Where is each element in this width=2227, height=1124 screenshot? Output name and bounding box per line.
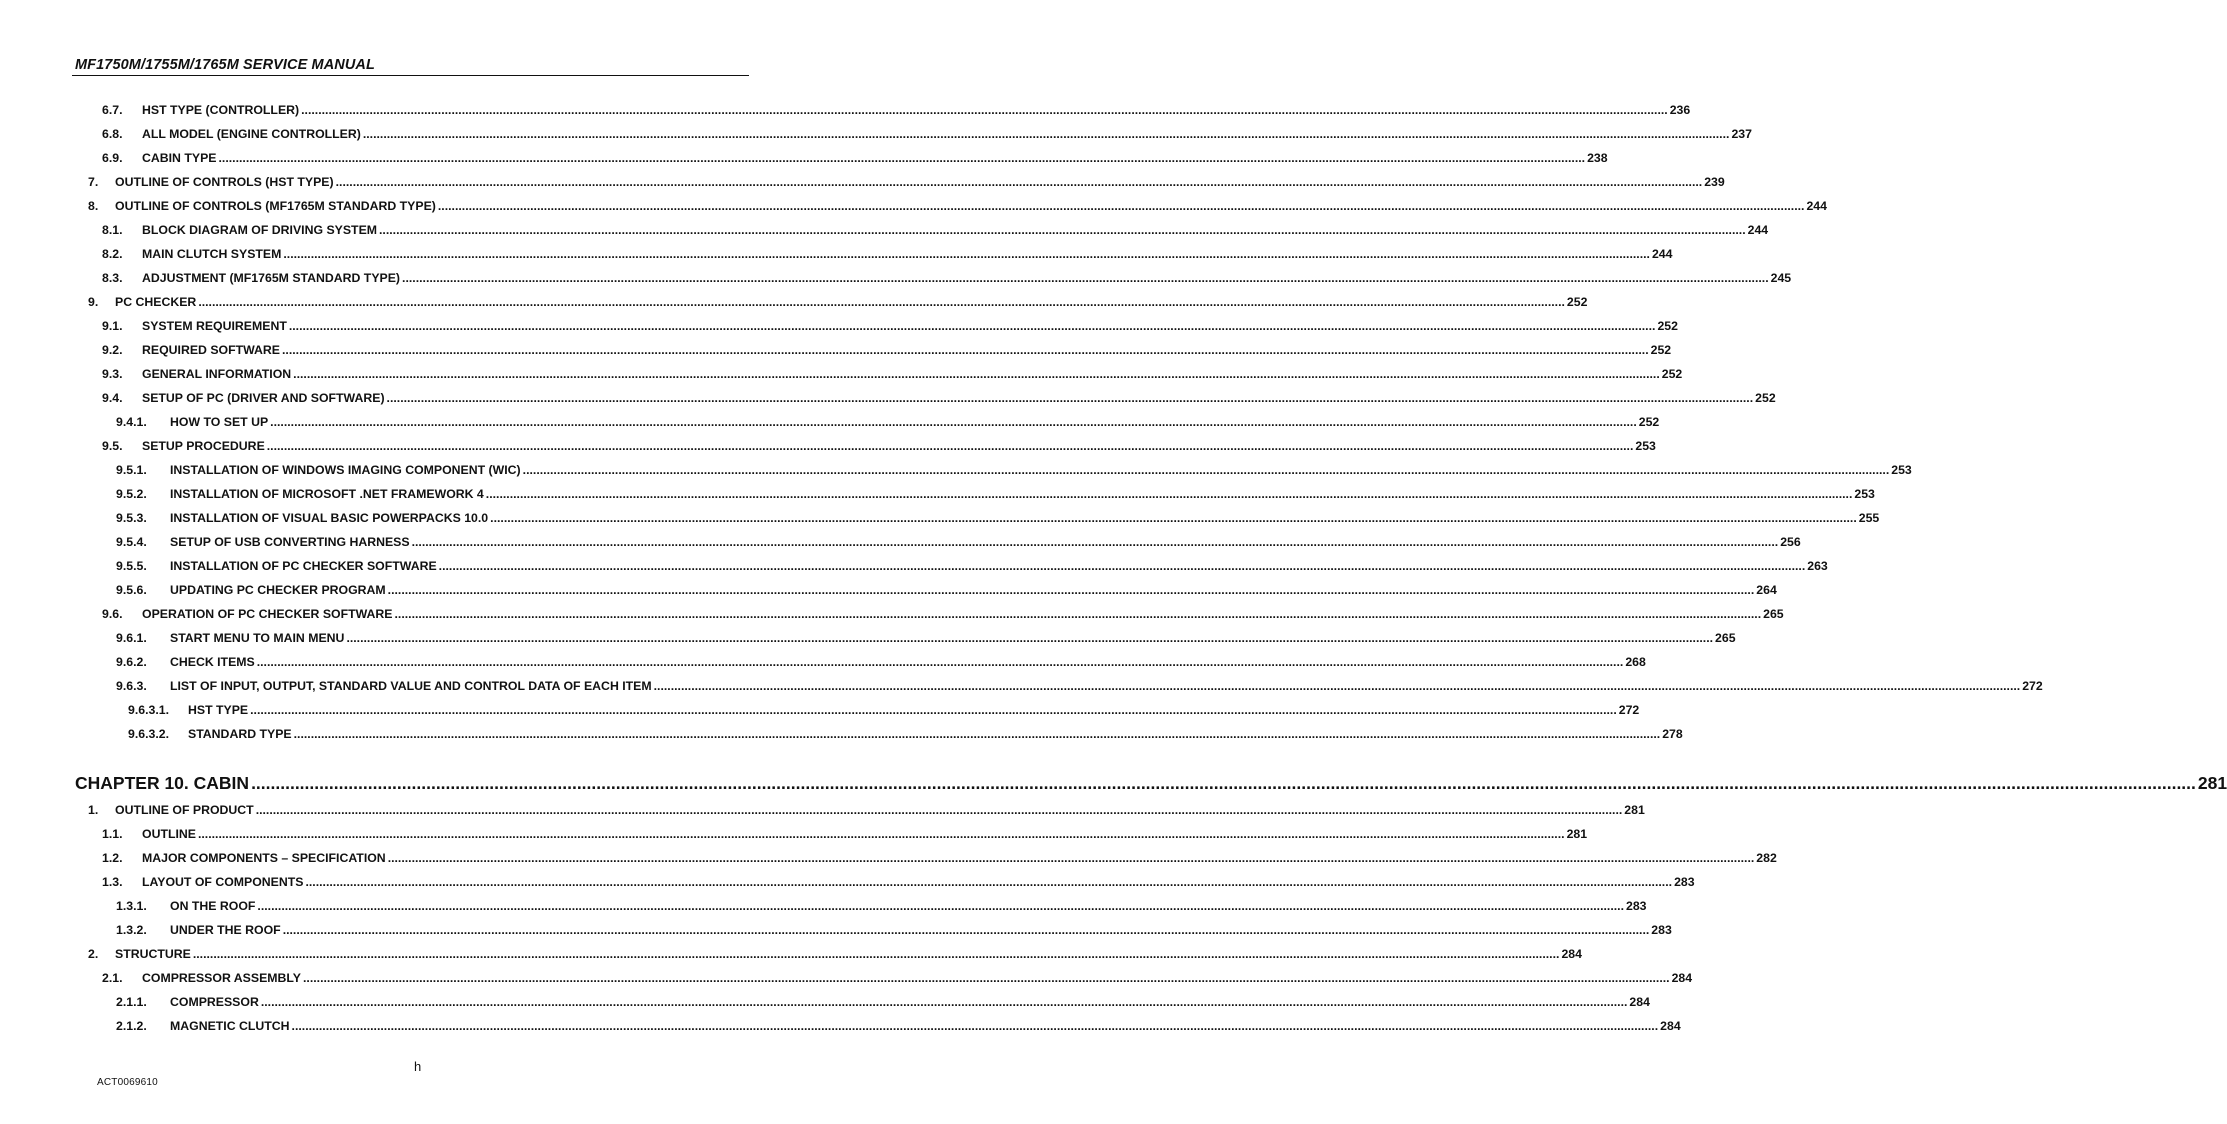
dot-leader: ................................................................................................................................................................................................................................................................................................................................................................................................................ xyxy=(485,487,1853,501)
toc-page-number: 252 xyxy=(1755,391,1776,405)
toc-row[interactable] xyxy=(0,794,1645,818)
toc-title: SETUP PROCEDURE xyxy=(142,439,265,453)
toc-title: STANDARD TYPE xyxy=(188,727,292,741)
dot-leader: ................................................................................................................................................................................................................................................................................................................................................................................................................ xyxy=(387,851,1755,865)
toc-title: INSTALLATION OF VISUAL BASIC POWERPACKS 10.0 xyxy=(170,511,489,525)
toc-title: OUTLINE OF CONTROLS (MF1765M STANDARD TYPE) xyxy=(115,199,436,213)
toc-number: 9.6.3.2. xyxy=(128,727,170,741)
dot-leader: ................................................................................................................................................................................................................................................................................................................................................................................................................ xyxy=(379,223,1746,237)
toc-row[interactable] xyxy=(0,646,1646,670)
dot-leader: ................................................................................................................................................................................................................................................................................................................................................................................................................ xyxy=(283,247,1650,261)
toc-title: COMPRESSOR ASSEMBLY xyxy=(142,971,301,985)
toc-number: 1. xyxy=(88,803,99,817)
toc-title: MAJOR COMPONENTS – SPECIFICATION xyxy=(142,851,386,865)
toc-page-number: 282 xyxy=(1756,851,1777,865)
toc-row[interactable] xyxy=(0,406,1660,430)
toc-page-number: 252 xyxy=(1566,295,1588,309)
toc-row[interactable] xyxy=(0,962,1693,986)
toc-row[interactable] xyxy=(0,574,1777,598)
toc-number: 2.1.1. xyxy=(116,995,147,1009)
dot-leader: ................................................................................................................................................................................................................................................................................................................................................................................................................ xyxy=(198,295,1565,309)
dot-leader: ................................................................................................................................................................................................................................................................................................................................................................................................................ xyxy=(522,463,1890,477)
toc-title: INSTALLATION OF MICROSOFT .NET FRAMEWORK 4 xyxy=(170,487,484,501)
toc-row[interactable] xyxy=(0,118,1752,142)
toc-page-number: 236 xyxy=(1669,103,1691,117)
dot-leader: ................................................................................................................................................................................................................................................................................................................................................................................................................ xyxy=(335,175,1703,189)
dot-leader: ................................................................................................................................................................................................................................................................................................................................................................................................................ xyxy=(197,827,1565,841)
toc-page-number: 278 xyxy=(1662,727,1683,741)
toc-row[interactable] xyxy=(0,262,1792,286)
chapter-heading-row[interactable] xyxy=(0,764,2227,794)
toc-row[interactable] xyxy=(0,310,1678,334)
toc-number: 9.6.3.1. xyxy=(128,703,170,717)
toc-row[interactable] xyxy=(0,818,1588,842)
toc-number: 8.2. xyxy=(102,247,123,261)
toc-row[interactable] xyxy=(0,526,1801,550)
toc-title: CABIN TYPE xyxy=(142,151,217,165)
dot-leader: ................................................................................................................................................................................................................................................................................................................................................................................................................ xyxy=(270,415,1637,429)
toc-title: CHAPTER 10. CABIN xyxy=(75,773,250,793)
dot-leader: ................................................................................................................................................................................................................................................................................................................................................................................................................ xyxy=(266,439,1634,453)
toc-row[interactable] xyxy=(0,598,1784,622)
toc-page-number: 265 xyxy=(1763,607,1784,621)
toc-row[interactable] xyxy=(0,694,1640,718)
dot-leader: ................................................................................................................................................................................................................................................................................................................................................................................................................ xyxy=(257,899,1624,913)
toc-page-number: 265 xyxy=(1715,631,1736,645)
toc-title: ON THE ROOF xyxy=(170,899,256,913)
toc-number: 8.3. xyxy=(102,271,123,285)
toc-row[interactable] xyxy=(0,382,1776,406)
toc-row[interactable] xyxy=(0,430,1656,454)
toc-number: 9. xyxy=(88,295,99,309)
toc-title: ADJUSTMENT (MF1765M STANDARD TYPE) xyxy=(142,271,401,285)
toc-page-number: 272 xyxy=(1618,703,1640,717)
toc-number: 1.1. xyxy=(102,827,123,841)
toc-row[interactable] xyxy=(0,454,1912,478)
toc-page-number: 281 xyxy=(1566,827,1588,841)
toc-page-number: 284 xyxy=(1561,947,1582,961)
toc-page-number: 244 xyxy=(1806,199,1827,213)
toc-number: 9.5.4. xyxy=(116,535,147,549)
toc-title: STRUCTURE xyxy=(115,947,191,961)
toc-row[interactable] xyxy=(0,358,1683,382)
toc-row[interactable] xyxy=(0,190,1827,214)
toc-number: 9.5.3. xyxy=(116,511,147,525)
toc-title: INSTALLATION OF WINDOWS IMAGING COMPONENT (WIC) xyxy=(170,463,521,477)
toc-page-number: 245 xyxy=(1770,271,1792,285)
toc-row[interactable] xyxy=(0,866,1695,890)
toc-page-number: 284 xyxy=(1671,971,1693,985)
dot-leader: ................................................................................................................................................................................................................................................................................................................................................................................................................ xyxy=(282,343,1649,357)
dot-leader: ................................................................................................................................................................................................................................................................................................................................................................................................................ xyxy=(288,319,1656,333)
dot-leader: ................................................................................................................................................................................................................................................................................................................................................................................................................ xyxy=(387,583,1755,597)
dot-leader: ................................................................................................................................................................................................................................................................................................................................................................................................................ xyxy=(362,127,1730,141)
toc-row[interactable] xyxy=(0,166,1725,190)
toc-number: 1.3. xyxy=(102,875,123,889)
toc-number: 1.3.1. xyxy=(116,899,147,913)
toc-page-number: 244 xyxy=(1651,247,1673,261)
header-title: MF1750M/1755M/1765M SERVICE MANUAL xyxy=(75,57,375,73)
toc-row[interactable] xyxy=(0,718,1683,742)
toc-number: 6.7. xyxy=(102,103,123,117)
dot-leader: ................................................................................................................................................................................................................................................................................................................................................................................................................ xyxy=(256,655,1624,669)
toc-row[interactable] xyxy=(0,670,2043,694)
dot-leader: ................................................................................................................................................................................................................................................................................................................................................................................................................ xyxy=(250,703,1617,717)
toc-title: BLOCK DIAGRAM OF DRIVING SYSTEM xyxy=(142,223,378,237)
dot-leader: ................................................................................................................................................................................................................................................................................................................................................................................................................ xyxy=(260,995,1628,1009)
toc-page-number: 268 xyxy=(1625,655,1646,669)
toc-title: COMPRESSOR xyxy=(170,995,259,1009)
toc-row[interactable] xyxy=(0,986,1650,1010)
toc-page-number: 283 xyxy=(1626,899,1647,913)
toc-row[interactable] xyxy=(0,238,1673,262)
toc-row[interactable] xyxy=(0,502,1880,526)
toc-title: ALL MODEL (ENGINE CONTROLLER) xyxy=(142,127,361,141)
dot-leader: ................................................................................................................................................................................................................................................................................................................................................................................................................ xyxy=(302,971,1670,985)
dot-leader: ................................................................................................................................................................................................................................................................................................................................................................................................................ xyxy=(438,559,1806,573)
toc-title: UPDATING PC CHECKER PROGRAM xyxy=(170,583,386,597)
toc-row[interactable] xyxy=(0,842,1777,866)
dot-leader: ................................................................................................................................................................................................................................................................................................................................................................................................................ xyxy=(218,151,1586,165)
toc-number: 1.3.2. xyxy=(116,923,147,937)
toc-number: 9.6.3. xyxy=(116,679,147,693)
toc-page-number: 272 xyxy=(2022,679,2043,693)
toc-number: 9.6. xyxy=(102,607,123,621)
toc-number: 9.5.1. xyxy=(116,463,147,477)
toc-title: SYSTEM REQUIREMENT xyxy=(142,319,287,333)
dot-leader: ................................................................................................................................................................................................................................................................................................................................................................................................................ xyxy=(653,679,2021,693)
toc-row[interactable] xyxy=(0,334,1672,358)
toc-number: 9.1. xyxy=(102,319,123,333)
toc-number: 9.3. xyxy=(102,367,123,381)
dot-leader: ................................................................................................................................................................................................................................................................................................................................................................................................................ xyxy=(293,367,1660,381)
toc-page-number: 283 xyxy=(1674,875,1695,889)
dot-leader: ................................................................................................................................................................................................................................................................................................................................................................................................................ xyxy=(291,1019,1659,1033)
toc-title: UNDER THE ROOF xyxy=(170,923,281,937)
toc-title: INSTALLATION OF PC CHECKER SOFTWARE xyxy=(170,559,437,573)
toc-title: PC CHECKER xyxy=(115,295,197,309)
dot-leader: ................................................................................................................................................................................................................................................................................................................................................................................................................ xyxy=(490,511,1857,525)
dot-leader: ................................................................................................................................................................................................................................................................................................................................................................................................................ xyxy=(293,727,1661,741)
dot-leader: ................................................................................................................................................................................................................................................................................................................................................................................................................ xyxy=(394,607,1762,621)
toc-title: LIST OF INPUT, OUTPUT, STANDARD VALUE AND CONTROL DATA OF EACH ITEM xyxy=(170,679,652,693)
toc-number: 2.1.2. xyxy=(116,1019,147,1033)
toc-title: START MENU TO MAIN MENU xyxy=(170,631,345,645)
toc-title: OUTLINE xyxy=(142,827,196,841)
toc-number: 9.5.6. xyxy=(116,583,147,597)
toc-title: OUTLINE OF PRODUCT xyxy=(115,803,254,817)
toc-row[interactable] xyxy=(0,286,1588,310)
dot-leader: ................................................................................................................................................................................................................................................................................................................................................................................................................ xyxy=(301,103,1668,117)
toc-title: CHECK ITEMS xyxy=(170,655,255,669)
toc-page-number: 253 xyxy=(1635,439,1656,453)
toc-number: 2.1. xyxy=(102,971,123,985)
toc-number: 9.4. xyxy=(102,391,123,405)
toc-row[interactable] xyxy=(0,622,1736,646)
dot-leader: ................................................................................................................................................................................................................................................................................................................................................................................................................ xyxy=(251,773,2196,793)
toc-page-number: 239 xyxy=(1704,175,1725,189)
toc-number: 9.6.2. xyxy=(116,655,147,669)
toc-number: 9.5.2. xyxy=(116,487,147,501)
dot-leader: ................................................................................................................................................................................................................................................................................................................................................................................................................ xyxy=(192,947,1560,961)
toc-title: SETUP OF USB CONVERTING HARNESS xyxy=(170,535,410,549)
toc-title: MAGNETIC CLUTCH xyxy=(170,1019,290,1033)
dot-leader: ................................................................................................................................................................................................................................................................................................................................................................................................................ xyxy=(437,199,1805,213)
toc-number: 8. xyxy=(88,199,99,213)
toc-title: OUTLINE OF CONTROLS (HST TYPE) xyxy=(115,175,334,189)
toc-row[interactable] xyxy=(0,890,1647,914)
dot-leader: ................................................................................................................................................................................................................................................................................................................................................................................................................ xyxy=(411,535,1779,549)
toc-page-number: 283 xyxy=(1651,923,1672,937)
dot-leader: ................................................................................................................................................................................................................................................................................................................................................................................................................ xyxy=(255,803,1623,817)
toc-title: HST TYPE xyxy=(188,703,249,717)
toc-number: 9.5.5. xyxy=(116,559,147,573)
toc-row[interactable] xyxy=(0,214,1769,238)
dot-leader: ................................................................................................................................................................................................................................................................................................................................................................................................................ xyxy=(282,923,1650,937)
dot-leader: ................................................................................................................................................................................................................................................................................................................................................................................................................ xyxy=(386,391,1754,405)
toc-page-number: 281 xyxy=(2197,773,2227,793)
dot-leader: ................................................................................................................................................................................................................................................................................................................................................................................................................ xyxy=(402,271,1769,285)
toc-page-number: 252 xyxy=(1650,343,1672,357)
toc-page-number: 284 xyxy=(1629,995,1650,1009)
toc-title: GENERAL INFORMATION xyxy=(142,367,292,381)
toc-page-number: 237 xyxy=(1731,127,1752,141)
toc-page-number: 252 xyxy=(1638,415,1660,429)
toc-title: OPERATION OF PC CHECKER SOFTWARE xyxy=(142,607,393,621)
toc-number: 9.2. xyxy=(102,343,123,357)
toc-title: HOW TO SET UP xyxy=(170,415,269,429)
toc-number: 9.5. xyxy=(102,439,123,453)
toc-page-number: 284 xyxy=(1660,1019,1681,1033)
toc-row[interactable] xyxy=(0,142,1608,166)
toc-page-number: 244 xyxy=(1747,223,1769,237)
footer-doc-code: ACT0069610 xyxy=(97,1077,158,1088)
toc-row[interactable] xyxy=(0,914,1672,938)
dot-leader: ................................................................................................................................................................................................................................................................................................................................................................................................................ xyxy=(346,631,1714,645)
toc-page-number: 252 xyxy=(1661,367,1683,381)
toc-title: HST TYPE (CONTROLLER) xyxy=(142,103,300,117)
toc-page-number: 263 xyxy=(1807,559,1828,573)
toc-page-number: 252 xyxy=(1657,319,1678,333)
toc-number: 6.8. xyxy=(102,127,123,141)
toc-page-number: 253 xyxy=(1854,487,1875,501)
dot-leader: ................................................................................................................................................................................................................................................................................................................................................................................................................ xyxy=(305,875,1673,889)
toc-number: 2. xyxy=(88,947,99,961)
toc-row[interactable] xyxy=(0,478,1875,502)
toc-page-number: 255 xyxy=(1858,511,1880,525)
toc-row[interactable] xyxy=(0,938,1582,962)
header-rule xyxy=(72,75,749,76)
toc-page-number: 281 xyxy=(1624,803,1645,817)
toc-number: 8.1. xyxy=(102,223,123,237)
toc-number: 1.2. xyxy=(102,851,123,865)
toc-page-number: 256 xyxy=(1780,535,1801,549)
toc-title: MAIN CLUTCH SYSTEM xyxy=(142,247,282,261)
toc-row[interactable] xyxy=(0,94,1691,118)
footer-page-label: h xyxy=(414,1059,422,1074)
toc-page-number: 238 xyxy=(1587,151,1608,165)
toc-title: SETUP OF PC (DRIVER AND SOFTWARE) xyxy=(142,391,385,405)
toc-number: 6.9. xyxy=(102,151,123,165)
toc-row[interactable] xyxy=(0,1010,1681,1034)
toc-number: 9.6.1. xyxy=(116,631,147,645)
toc-title: LAYOUT OF COMPONENTS xyxy=(142,875,304,889)
toc-page-number: 264 xyxy=(1756,583,1777,597)
toc-number: 9.4.1. xyxy=(116,415,147,429)
toc-title: REQUIRED SOFTWARE xyxy=(142,343,281,357)
toc-row[interactable] xyxy=(0,550,1828,574)
toc-number: 7. xyxy=(88,175,99,189)
toc-page-number: 253 xyxy=(1891,463,1912,477)
